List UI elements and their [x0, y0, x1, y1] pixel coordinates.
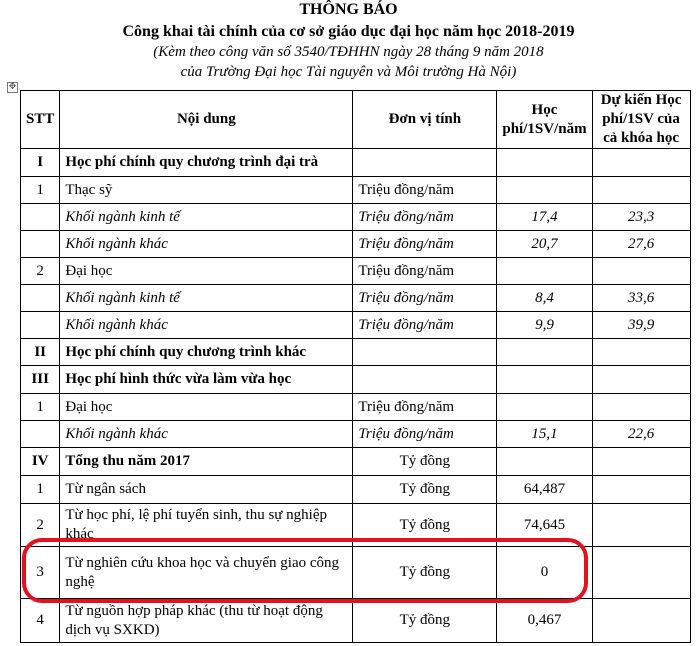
cell-content: Học phí chính quy chương trình khác — [60, 339, 353, 366]
cell-content: Khối ngành kinh tế — [60, 285, 353, 312]
table-row — [21, 448, 691, 476]
cell-fee: 74,645 — [497, 504, 592, 547]
reference-note-line-1: (Kèm theo công văn số 3540/TĐHHN ngày 28 tháng 9 năm 2018 — [153, 44, 544, 60]
table-row — [21, 231, 691, 258]
cell-content: Đại học — [60, 258, 353, 285]
cell-stt: III — [21, 366, 60, 394]
table-row — [21, 476, 691, 504]
cell-estimate — [592, 258, 690, 285]
header-stt: STT — [21, 91, 60, 149]
cell-stt: I — [21, 149, 60, 177]
cell-estimate: 39,9 — [592, 312, 690, 339]
cell-estimate — [592, 448, 690, 476]
header-fee-per-year — [497, 91, 592, 149]
cell-fee: 0,467 — [497, 599, 592, 643]
table-row — [21, 339, 691, 366]
cell-unit: Triệu đồng/năm — [353, 258, 497, 285]
cell-fee — [497, 394, 592, 421]
cell-fee — [497, 177, 592, 204]
cell-unit: Triệu đồng/năm — [353, 231, 497, 258]
cell-unit: Tỷ đồng — [353, 476, 497, 504]
cell-stt: 1 — [21, 177, 60, 204]
cell-fee: 15,1 — [497, 421, 592, 448]
cell-estimate — [592, 366, 690, 394]
cell-fee: 17,4 — [497, 204, 592, 231]
header-fee-line-1: Học — [531, 101, 558, 118]
cell-unit: Tỷ đồng — [353, 504, 497, 547]
cell-estimate — [592, 339, 690, 366]
table-row — [21, 421, 691, 448]
header-est-line-2: phí/1SV của — [602, 111, 680, 127]
cell-fee: 9,9 — [497, 312, 592, 339]
highlight-annotation — [22, 538, 588, 603]
cell-stt: 2 — [21, 504, 60, 547]
cell-stt: 3 — [21, 547, 60, 599]
cell-fee: 0 — [497, 547, 592, 599]
document-subtitle: Công khai tài chính của cơ sở giáo dục đại học năm học 2018-2019 — [122, 23, 575, 40]
cell-estimate — [592, 394, 690, 421]
reference-note-line-2: của Trường Đại học Tài nguyên và Môi trường Hà Nội) — [180, 64, 517, 80]
cell-unit: Tỷ đồng — [353, 448, 497, 476]
cell-fee — [497, 448, 592, 476]
table-row — [21, 599, 691, 643]
cell-stt: IV — [21, 448, 60, 476]
cell-content: Từ nguồn hợp pháp khác (thu từ hoạt động dịch vụ SXKD) — [60, 599, 353, 643]
cell-unit: Triệu đồng/năm — [353, 177, 497, 204]
cell-content: Từ ngân sách — [60, 476, 353, 504]
cell-stt — [21, 231, 60, 258]
cell-content: Khối ngành khác — [60, 312, 353, 339]
cell-estimate — [592, 149, 690, 177]
cell-fee: 8,4 — [497, 285, 592, 312]
table-row — [21, 285, 691, 312]
header-content: Nội dung — [60, 91, 353, 149]
cell-unit: Triệu đồng/năm — [353, 285, 497, 312]
cell-estimate: 27,6 — [592, 231, 690, 258]
header-est-line-3: cả khóa học — [603, 130, 679, 146]
cell-content: Đại học — [60, 394, 353, 421]
cell-unit: Triệu đồng/năm — [353, 312, 497, 339]
cell-stt — [21, 285, 60, 312]
cell-fee: 20,7 — [497, 231, 592, 258]
cell-fee — [497, 339, 592, 366]
table-row — [21, 177, 691, 204]
cell-stt: 1 — [21, 394, 60, 421]
cell-stt: 4 — [21, 599, 60, 643]
cell-stt — [21, 204, 60, 231]
cell-content: Khối ngành khác — [60, 231, 353, 258]
cell-estimate: 23,3 — [592, 204, 690, 231]
cell-stt — [21, 312, 60, 339]
cell-content: Thạc sỹ — [60, 177, 353, 204]
cell-content: Khối ngành kinh tế — [60, 204, 353, 231]
cell-unit: Tỷ đồng — [353, 599, 497, 643]
table-row — [21, 366, 691, 394]
cell-content: Từ học phí, lệ phí tuyển sinh, thu sự nghiệp khác — [60, 504, 353, 547]
cell-estimate — [592, 504, 690, 547]
cell-unit: Triệu đồng/năm — [353, 204, 497, 231]
table-row — [21, 149, 691, 177]
cell-unit: Triệu đồng/năm — [353, 421, 497, 448]
cell-content: Tổng thu năm 2017 — [60, 448, 353, 476]
document-title: THÔNG BÁO — [299, 1, 398, 18]
cell-content: Học phí chính quy chương trình đại trà — [60, 149, 353, 177]
cell-stt — [21, 421, 60, 448]
cell-unit — [353, 366, 497, 394]
cell-unit: Triệu đồng/năm — [353, 394, 497, 421]
cell-fee — [497, 258, 592, 285]
cell-content: Từ nghiên cứu khoa học và chuyển giao công nghệ — [60, 547, 353, 599]
cell-estimate: 33,6 — [592, 285, 690, 312]
cell-estimate — [592, 599, 690, 643]
table-move-handle-icon[interactable]: ✥ — [8, 82, 17, 92]
header-est-line-1: Dự kiến Học — [600, 92, 682, 108]
cell-estimate: 22,6 — [592, 421, 690, 448]
cell-fee — [497, 149, 592, 177]
header-estimated-fee — [592, 91, 690, 149]
cell-fee — [497, 366, 592, 394]
cell-unit — [353, 339, 497, 366]
header-fee-line-2: phí/1SV/năm — [502, 120, 587, 137]
cell-stt: 2 — [21, 258, 60, 285]
cell-estimate — [592, 547, 690, 599]
cell-unit: Tỷ đồng — [353, 547, 497, 599]
cell-estimate — [592, 476, 690, 504]
table-row — [21, 394, 691, 421]
cell-fee: 64,487 — [497, 476, 592, 504]
table-header-row — [21, 91, 691, 149]
cell-content: Khối ngành khác — [60, 421, 353, 448]
cell-stt: 1 — [21, 476, 60, 504]
cell-unit — [353, 149, 497, 177]
table-row — [21, 204, 691, 231]
table-row — [21, 258, 691, 285]
cell-content: Học phí hình thức vừa làm vừa học — [60, 366, 353, 394]
header-unit: Đơn vị tính — [353, 91, 497, 149]
cell-estimate — [592, 177, 690, 204]
cell-stt: II — [21, 339, 60, 366]
table-row — [21, 312, 691, 339]
